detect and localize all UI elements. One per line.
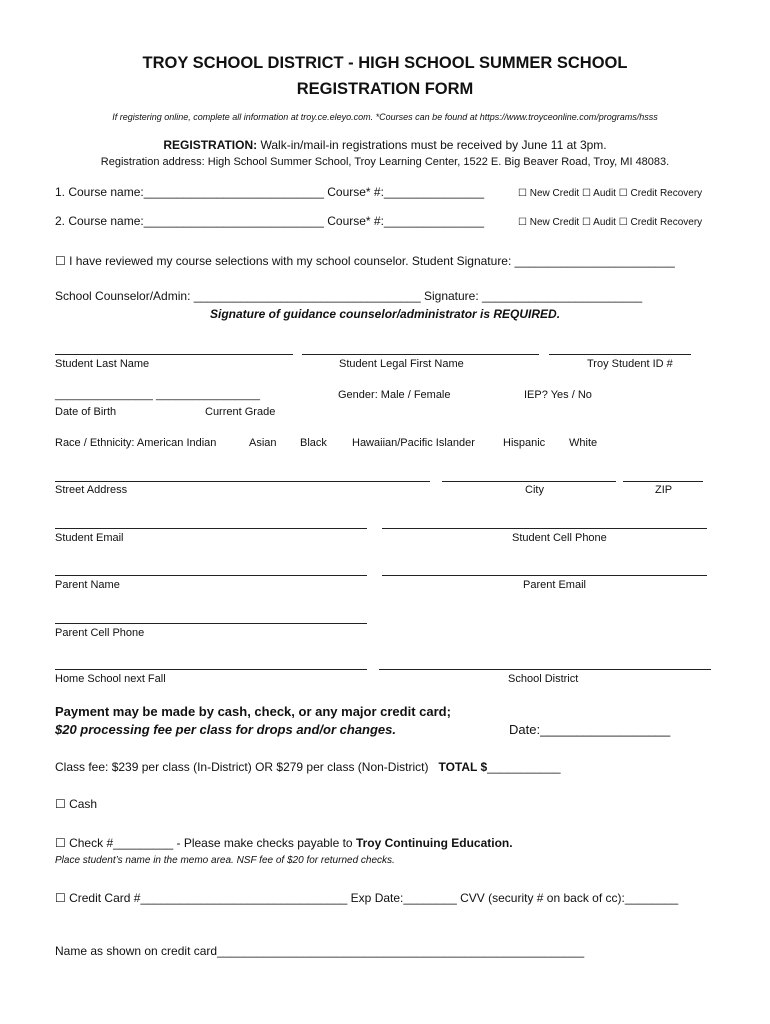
parent-name-label: Parent Name [55,579,120,591]
zip-label: ZIP [655,484,673,496]
parent-cell-line[interactable] [55,623,367,624]
class-fee-text: Class fee: $239 per class (In-District) OR $279 per class (Non-District) [55,760,429,774]
registration-label: REGISTRATION: [163,138,258,152]
course1-options[interactable]: ☐ New Credit ☐ Audit ☐ Credit Recovery [518,188,703,199]
check-payee: Troy Continuing Education. [355,836,513,850]
race-american-indian[interactable]: Race / Ethnicity: American Indian [55,437,217,449]
form-title-line1: TROY SCHOOL DISTRICT - HIGH SCHOOL SUMMER SCHOOL [142,54,628,72]
form-title-line2: REGISTRATION FORM [296,80,474,98]
counselor-review-checkbox[interactable]: ☐ I have reviewed my course selections with my school counselor. Student Signature: ________________________ [55,254,675,268]
street-label: Street Address [55,484,128,496]
district-line[interactable] [379,669,711,670]
student-id-line[interactable] [549,354,691,355]
date-field[interactable]: Date:__________________ [509,722,671,737]
registration-deadline [0,138,770,152]
processing-fee-note: $20 processing fee per class for drops and/or changes. [55,722,397,737]
home-school-label: Home School next Fall [55,673,166,685]
last-name-label: Student Last Name [55,358,150,370]
race-hawaiian[interactable]: Hawaiian/Pacific Islander [352,437,475,449]
counselor-signature-row[interactable]: School Counselor/Admin: __________________________________ Signature: ________________________ [55,289,643,303]
parent-name-line[interactable] [55,575,367,576]
total-field[interactable]: ___________ [487,760,561,774]
parent-cell-label: Parent Cell Phone [55,627,145,639]
check-text: ☐ Check #_________ - Please make checks payable to [55,836,356,850]
dob-label: Date of Birth [55,406,117,418]
name-on-card-field[interactable]: Name as shown on credit card_______________________________________________________ [55,944,585,958]
course2-fields[interactable]: 2. Course name:___________________________ Course* #:_______________ [55,214,485,228]
home-school-line[interactable] [55,669,367,670]
cell-label: Student Cell Phone [512,532,607,544]
cash-checkbox[interactable]: ☐ Cash [55,797,98,811]
email-label: Student Email [55,532,124,544]
city-label: City [525,484,544,496]
total-label: TOTAL $ [438,760,488,774]
student-id-label: Troy Student ID # [587,358,673,370]
street-line[interactable] [55,481,430,482]
registration-text: Walk-in/mail-in registrations must be received by June 11 at 3pm. [257,138,607,152]
email-line[interactable] [55,528,367,529]
parent-email-line[interactable] [382,575,707,576]
credit-card-row[interactable]: ☐ Credit Card #_______________________________ Exp Date:________ CVV (security # on back of cc):________ [55,891,679,905]
city-line[interactable] [442,481,616,482]
gender-field[interactable]: Gender: Male / Female [338,389,451,401]
grade-label: Current Grade [205,406,276,418]
race-white[interactable]: White [569,437,598,449]
race-black[interactable]: Black [300,437,327,449]
cell-line[interactable] [382,528,707,529]
last-name-line[interactable] [55,354,293,355]
first-name-label: Student Legal First Name [339,358,464,370]
course1-fields[interactable]: 1. Course name:___________________________ Course* #:_______________ [55,185,485,199]
first-name-line[interactable] [302,354,539,355]
district-label: School District [508,673,579,685]
signature-required-note: Signature of guidance counselor/administrator is REQUIRED. [210,307,561,321]
class-fee-row [55,760,561,774]
check-memo-note: Place student’s name in the memo area. NSF fee of $20 for returned checks. [55,855,395,866]
check-row[interactable] [55,836,513,850]
dob-grade-blanks[interactable]: ________________ _________________ [55,389,260,401]
parent-email-label: Parent Email [523,579,586,591]
online-note: If registering online, complete all information at troy.ce.eleyo.com. *Courses can be found at https://www.troyceonline.com/programs/hsss [112,112,658,122]
race-asian[interactable]: Asian [249,437,277,449]
registration-address: Registration address: High School Summer School, Troy Learning Center, 1522 E. Big Beaver Road, Troy, MI 48083. [100,156,670,168]
race-hispanic[interactable]: Hispanic [503,437,546,449]
payment-heading: Payment may be made by cash, check, or any major credit card; [55,704,451,719]
course2-options[interactable]: ☐ New Credit ☐ Audit ☐ Credit Recovery [518,217,703,228]
iep-field[interactable]: IEP? Yes / No [524,389,592,401]
zip-line[interactable] [623,481,703,482]
